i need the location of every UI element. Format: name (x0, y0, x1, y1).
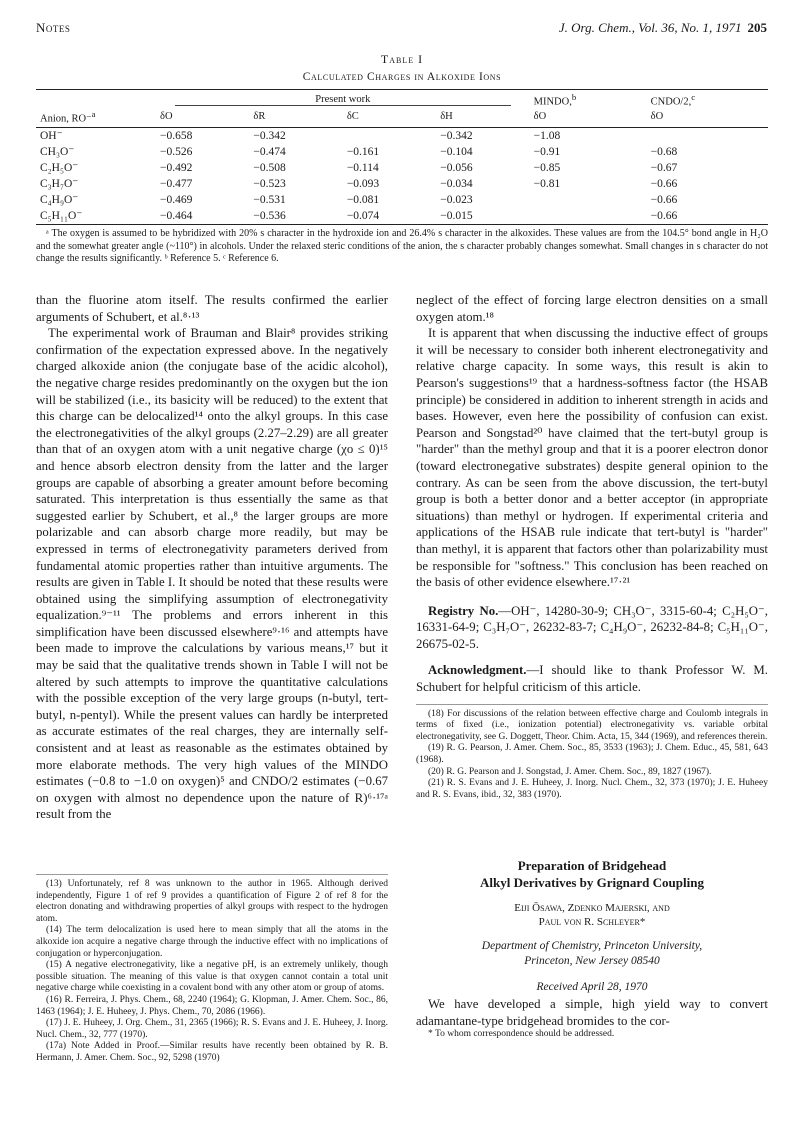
paragraph: The experimental work of Brauman and Blair⁸ provides striking confirmation of the expectation expressed above. In the negatively charged alkoxide anion (the conjugate base of the acidic alcohol), the negative charge resides predominantly on the oxygen but the ion will be stabilized (i.e., its basicity will be reduced) to the extent that this charge can be delocalized¹⁴ onto the alkyl groups. In this case the electronegativities of the alkyl groups (2.27–2.29) are all greater than that of an oxygen atom with a unit negative charge (χo ≤ 0)¹⁵ and hence absorb electron density from the latter and the larger groups are capable of absorbing a greater amount before becoming saturated. This interpretation is thus essentially the same as that suggested earlier by Schubert, et al.,⁸ the larger groups are more polarizable and can absorb charge more readily, but may be expressed in terms of electronegativity parameters derived from fundamental atomic properties rather than intuitive arguments. The results are given in Table I. It should be noted that these results were obtained using the simplifying assumption of electronegativity equalization.⁹⁻¹¹ The problems and errors inherent in this simplification have been discussed elsewhere⁹·¹⁶ and attempts have been made to improve the calculations by various means,¹⁷ but it may be said that the qualitative trends shown in Table I will not be altered by such attempts to improve the quantitative calculations with the possible exception of the very large groups (n-butyl, tert-butyl, n-pentyl). While the present values can hardly be interpreted as accurate estimates of the real charges, they are internally self-consistent and at least as reasonable as the estimates obtained by more elaborate methods. The very high values of the MINDO estimates (−0.8 to −1.0 on oxygen)⁵ and CNDO/2 estimates (−0.67 on oxygen with almost no dependence upon the nature of R)⁶·¹⁷ᵃ result from the (36, 326, 388, 822)
footnote: (18) For discussions of the relation between effective charge and Coulomb integrals in terms of fixed (i.e., ionization potential) electronegativity vs. variable orbital electronegativity, see G. Doggett, Theor. Chim. Acta, 15, 344 (1969), and references therein. (416, 708, 768, 742)
paragraph: It is apparent that when discussing the inductive effect of groups it will be necessary to consider both inherent electronegativity and relative charge capacity. In some ways, this result is akin to Pearson's suggestions¹⁹ that a hardness-softness factor (the HSAB principle) be considered in addition to inherent strength in acids and bases. However, even here the possibility of confusion can exist. Pearson and Songstad²⁰ have claimed that the tert-butyl group is "harder" than the methyl group and that it is a poorer electron donor (toward electronegative substrates) despite general opinion to the contrary. As can be seen from the above discussion, the tert-butyl group is both a better donor and a better acceptor (in appropriate situations) than methyl or hydrogen. If experimental criteria and applications of the HSAB rule indicate that tert-butyl is "harder" than methyl, it is apparent that factors other than polarizability must be responsible for "softness." This conclusion has been reached on the basis of other evidence elsewhere.¹⁷·²¹ (416, 326, 768, 590)
table-row: OH⁻ −0.658 −0.342 −0.342 −1.08 (36, 128, 768, 145)
table-footnote: ᵃ The oxygen is assumed to be hybridized with 20% s character in the hydroxide ion and 26.4% s character in the alkoxides. These values are from the 104.5° bond angle in H₂O and the somewhat greater angle (~110°) in alcohols. Under the relaxed steric conditions of the anion, the s character probably changes somewhat. Small changes in s character do not change the results significantly. ᵇ Reference 5. ᶜ Reference 6. (36, 228, 768, 264)
table-number: Table I (380, 52, 424, 66)
table-row: C₃H₇O⁻ −0.477 −0.523 −0.093 −0.034 −0.81 −0.66 (40, 178, 678, 190)
header-dR: δR (253, 110, 266, 122)
footnote: (14) The term delocalization is used here to mean simply that all the atoms in the alkoxide ion acquire a negative charge through the inductive effect with no implications of conjugation or hyperconjugation. (36, 925, 388, 959)
article-authors: Eiji Ōsawa, Zdenko Majerski, and Paul von R. Schleyer* (514, 902, 670, 929)
charges-table (36, 89, 768, 225)
paragraph: neglect of the effect of forcing large electron densities on a small oxygen atom.¹⁸ (416, 293, 768, 324)
journal-citation: J. Org. Chem., Vol. 36, No. 1, 1971 (558, 20, 742, 35)
table-title: Calculated Charges in Alkoxide Ions (302, 71, 502, 83)
header-mindo: MINDO,$^b$ (530, 90, 647, 108)
left-footnotes (36, 874, 388, 1065)
table-row: C₅H₁₁O⁻ −0.464 −0.536 −0.074 −0.015 −0.66 (36, 208, 768, 225)
footnote: (16) R. Ferreira, J. Phys. Chem., 68, 2240 (1964); G. Klopman, J. Amer. Chem. Soc., 86, 1463 (1964); J. E. Huheey, J. Phys. Chem., 70, 2086 (1966). (36, 994, 388, 1017)
table-row: CH₃O⁻ −0.526 −0.474 −0.161 −0.104 −0.91 −0.68 (40, 146, 678, 158)
registry-label: Registry No. (428, 603, 499, 618)
left-column (36, 292, 388, 823)
header-dC: δC (346, 110, 359, 122)
table-1 (36, 52, 768, 266)
right-references (416, 704, 768, 802)
header-dO: δO (160, 110, 173, 122)
footnote: (17) J. E. Huheey, J. Org. Chem., 31, 2365 (1966); R. S. Evans and J. E. Huheey, J. Inorg. Nucl. Chem., 32, 777 (1970). (36, 1018, 388, 1040)
ack-text: —I should like to thank Professor W. M. Schubert for helpful criticism of this article. (416, 663, 768, 695)
footnote: (13) Unfortunately, ref 8 was unknown to the author in 1965. Although derived independently, Figure 1 of ref 9 provides a quantification of Figure 2 of ref 8 for the electron donating and withdrawing properties of alkyl groups with respect to the hydrogen atom. (36, 879, 388, 924)
received-date: Received April 28, 1970 (536, 981, 648, 994)
running-header-left: Notes (36, 20, 71, 35)
table-corner (36, 90, 156, 108)
header-dH: δH (440, 110, 453, 122)
header-cndo: CNDO/2,$^c$ (647, 90, 768, 108)
header-cndo-dO: δO (650, 110, 664, 122)
footnote: (20) R. G. Pearson and J. Songstad, J. Amer. Chem. Soc., 89, 1827 (1967). (428, 766, 712, 777)
footnote: (21) R. S. Evans and J. E. Huheey, J. Inorg. Nucl. Chem., 32, 373 (1970); J. E. Huheey and R. S. Evans, ibid., 32, 383 (1970). (416, 778, 768, 800)
header-present-work: Present work (156, 90, 530, 108)
right-column (416, 292, 768, 1041)
table-row: C₄H₉O⁻ −0.469 −0.531 −0.081 −0.023 −0.66 (40, 194, 678, 206)
header-anion: Anion, RO⁻$^a$ (40, 108, 96, 124)
footnote: (19) R. G. Pearson, J. Amer. Chem. Soc., 85, 3533 (1963); J. Chem. Educ., 45, 581, 643 (1968). (416, 743, 768, 766)
article-first-paragraph: We have developed a simple, high yield way to convert adamantane-type bridgehead bromides to the cor- (416, 997, 768, 1028)
ack-label: Acknowledgment. (428, 663, 527, 678)
footnote: (17a) Note Added in Proof.—Similar results have recently been obtained by R. B. Hermann, J. Amer. Chem. Soc., 92, 5298 (1970) (36, 1041, 388, 1063)
running-header-right (559, 20, 767, 36)
article-title: Preparation of Bridgehead Alkyl Derivatives by Grignard Coupling (480, 858, 704, 891)
footnote: (15) A negative electronegativity, like a negative pH, is an extremely unlikely, though possible situation. The meaning of this value is that oxygen cannot contain a total unit negative charge while coexisting in a covalent bond with any other atom or group of atoms. (36, 960, 388, 994)
article-affiliation: Department of Chemistry, Princeton University, Princeton, New Jersey 08540 (481, 940, 703, 968)
header-mindo-dO: δO (533, 110, 547, 122)
page-number: 205 (747, 20, 767, 35)
paragraph: than the fluorine atom itself. The results confirmed the earlier arguments of Schubert, et al.⁸·¹³ (36, 293, 388, 324)
table-row: C₂H₅O⁻ −0.492 −0.508 −0.114 −0.056 −0.85 −0.67 (40, 162, 678, 174)
registry-text: —OH⁻, 14280-30-9; CH₃O⁻, 3315-60-4; C₂H₅O⁻, 16331-64-9; C₃H₇O⁻, 26232-83-7; C₄H₉O⁻, 26232-84-8; C₅H₁₁O⁻, 26675-02-5. (416, 603, 769, 651)
acknowledgment (416, 662, 768, 695)
registry-numbers (416, 603, 768, 653)
correspondence-note: * To whom correspondence should be addressed. (428, 1029, 615, 1040)
